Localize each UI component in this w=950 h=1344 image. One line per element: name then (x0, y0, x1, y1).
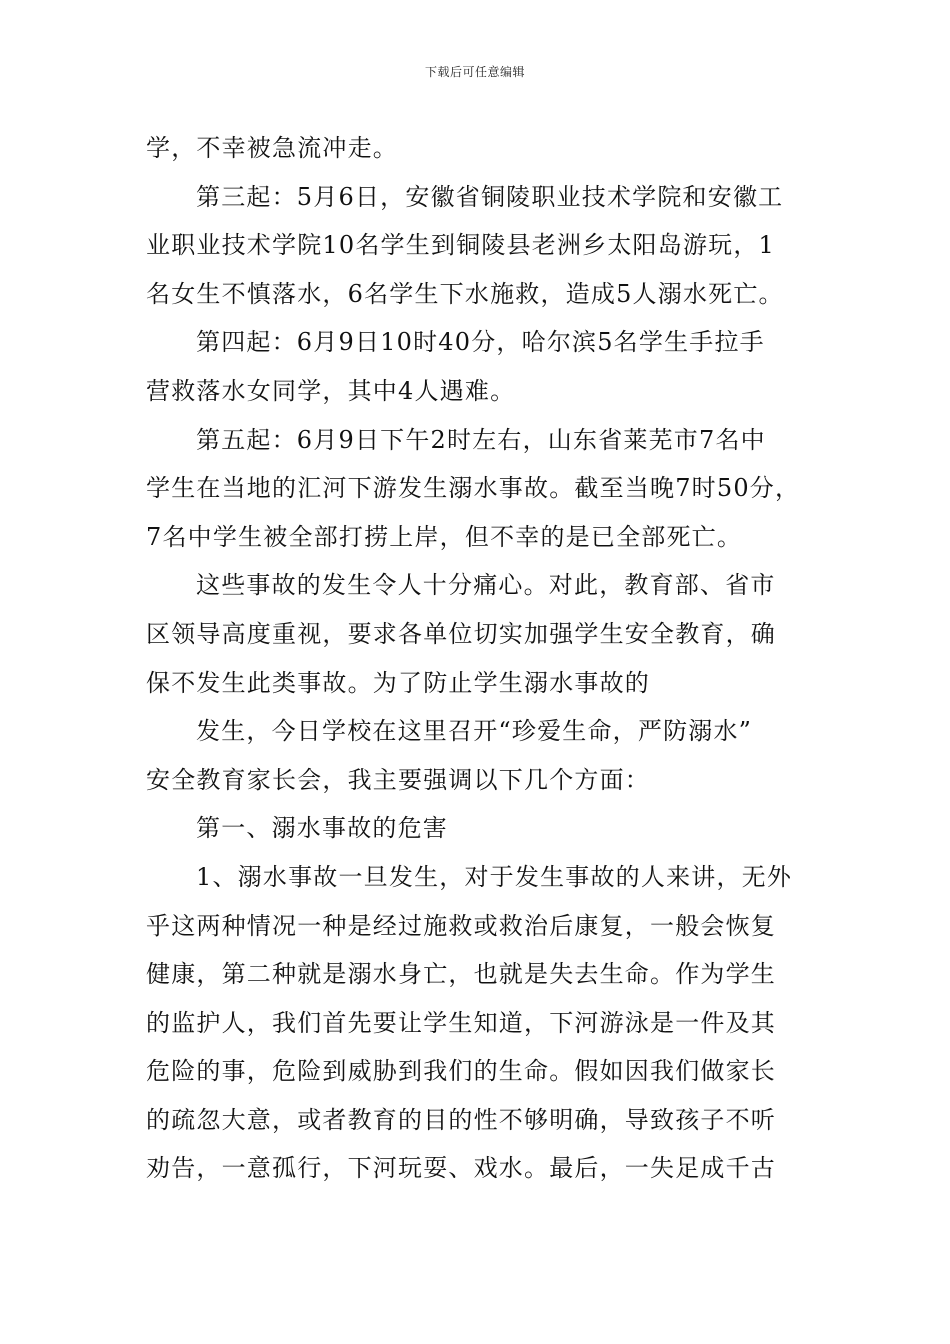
text-line: 第三起：5月6日，安徽省铜陵职业技术学院和安徽工 (196, 182, 784, 211)
text-line: 第一、溺水事故的危害 (196, 814, 448, 843)
text-line: 发生，今日学校在这里召开“珍爱生命，严防溺水” (196, 717, 753, 746)
text-line: 业职业技术学院10名学生到铜陵县老洲乡太阳岛游玩，1 (146, 231, 776, 260)
text-line: 的疏忽大意，或者教育的目的性不够明确，导致孩子不听 (146, 1105, 776, 1134)
text-line: 危险的事，危险到威胁到我们的生命。假如因我们做家长 (146, 1057, 776, 1086)
text-line: 保不发生此类事故。为了防止学生溺水事故的 (146, 668, 650, 697)
text-line: 名女生不慎落水，6名学生下水施救，造成5人溺水死亡。 (146, 279, 784, 308)
section-heading (146, 804, 810, 853)
page-header: 下载后可任意编辑 (424, 65, 525, 79)
text-line: 这些事故的发生令人十分痛心。对此，教育部、省市 (196, 571, 776, 600)
text-line: 学，不幸被急流冲走。 (146, 134, 398, 162)
text-line: 安全教育家长会，我主要强调以下几个方面： (146, 765, 650, 794)
paragraph (146, 173, 810, 319)
text-line: 7名中学生被全部打捞上岸，但不幸的是已全部死亡。 (146, 522, 743, 551)
paragraph (146, 124, 810, 173)
paragraph (146, 707, 810, 804)
text-line: 第五起：6月9日下午2时左右，山东省莱芜市7名中 (196, 425, 766, 454)
text-line: 第四起：6月9日10时40分，哈尔滨5名学生手拉手 (196, 328, 765, 357)
text-line: 营救落水女同学，其中4人遇难。 (146, 376, 516, 405)
text-line: 1、溺水事故一旦发生，对于发生事故的人来讲，无外 (196, 862, 793, 891)
paragraph (146, 416, 810, 562)
paragraph (146, 318, 810, 415)
document-body (146, 124, 810, 1193)
paragraph (146, 561, 810, 707)
paragraph (146, 853, 810, 1193)
text-line: 的监护人，我们首先要让学生知道，下河游泳是一件及其 (146, 1008, 776, 1037)
text-line: 健康，第二种就是溺水身亡，也就是失去生命。作为学生 (146, 960, 776, 989)
text-line: 劝告，一意孤行，下河玩耍、戏水。最后，一失足成千古 (146, 1154, 776, 1183)
text-line: 区领导高度重视，要求各单位切实加强学生安全教育，确 (146, 619, 776, 648)
text-line: 学生在当地的汇河下游发生溺水事故。截至当晚7时50分， (146, 474, 801, 503)
text-line: 乎这两种情况一种是经过施救或救治后康复，一般会恢复 (146, 911, 776, 940)
